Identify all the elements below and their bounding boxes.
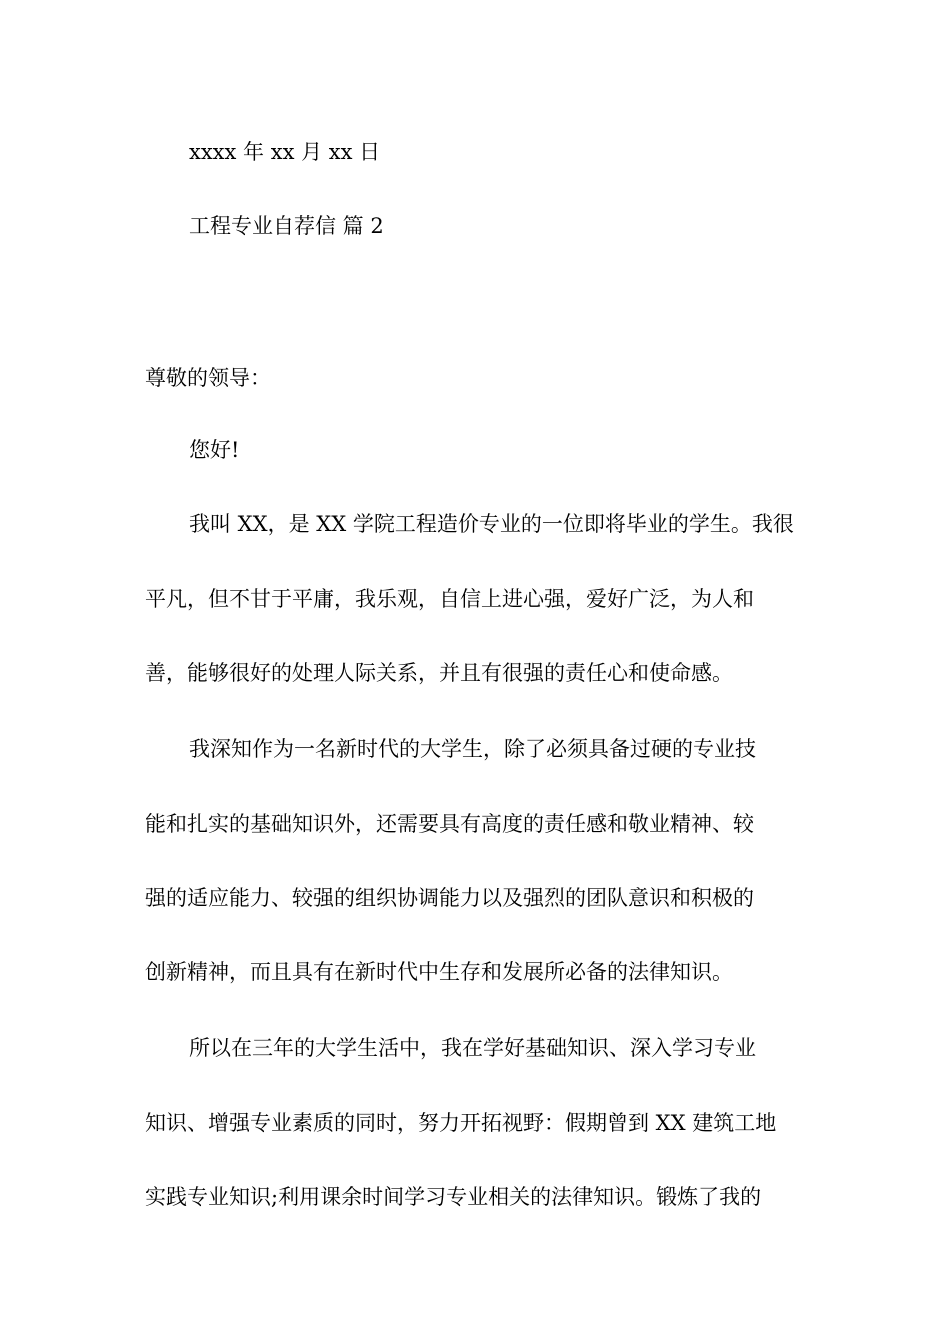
paragraph-line: 善，能够很好的处理人际关系，并且有很强的责任心和使命感。 (145, 661, 733, 685)
paragraph-line: 知识、增强专业素质的同时，努力开拓视野：假期曾到 XX 建筑工地 (145, 1111, 777, 1135)
paragraph-line: 实践专业知识;利用课余时间学习专业相关的法律知识。锻炼了我的 (145, 1185, 762, 1209)
greeting: 您好! (189, 438, 240, 462)
paragraph-line: 我深知作为一名新时代的大学生，除了必须具备过硬的专业技 (189, 737, 756, 761)
paragraph-line: 所以在三年的大学生活中，我在学好基础知识、深入学习专业 (189, 1036, 756, 1060)
paragraph-line: 我叫 XX，是 XX 学院工程造价专业的一位即将毕业的学生。我很 (189, 512, 794, 536)
paragraph-line: 创新精神，而且具有在新时代中生存和发展所必备的法律知识。 (145, 960, 733, 984)
section-title: 工程专业自荐信 篇 2 (189, 214, 384, 238)
paragraph-line: 强的适应能力、较强的组织协调能力以及强烈的团队意识和积极的 (145, 886, 754, 910)
date-line: xxxx 年 xx 月 xx 日 (189, 140, 381, 164)
salutation: 尊敬的领导： (145, 366, 271, 390)
paragraph-line: 能和扎实的基础知识外，还需要具有高度的责任感和敬业精神、较 (145, 812, 754, 836)
paragraph-line: 平凡，但不甘于平庸，我乐观，自信上进心强，爱好广泛，为人和 (145, 587, 754, 611)
